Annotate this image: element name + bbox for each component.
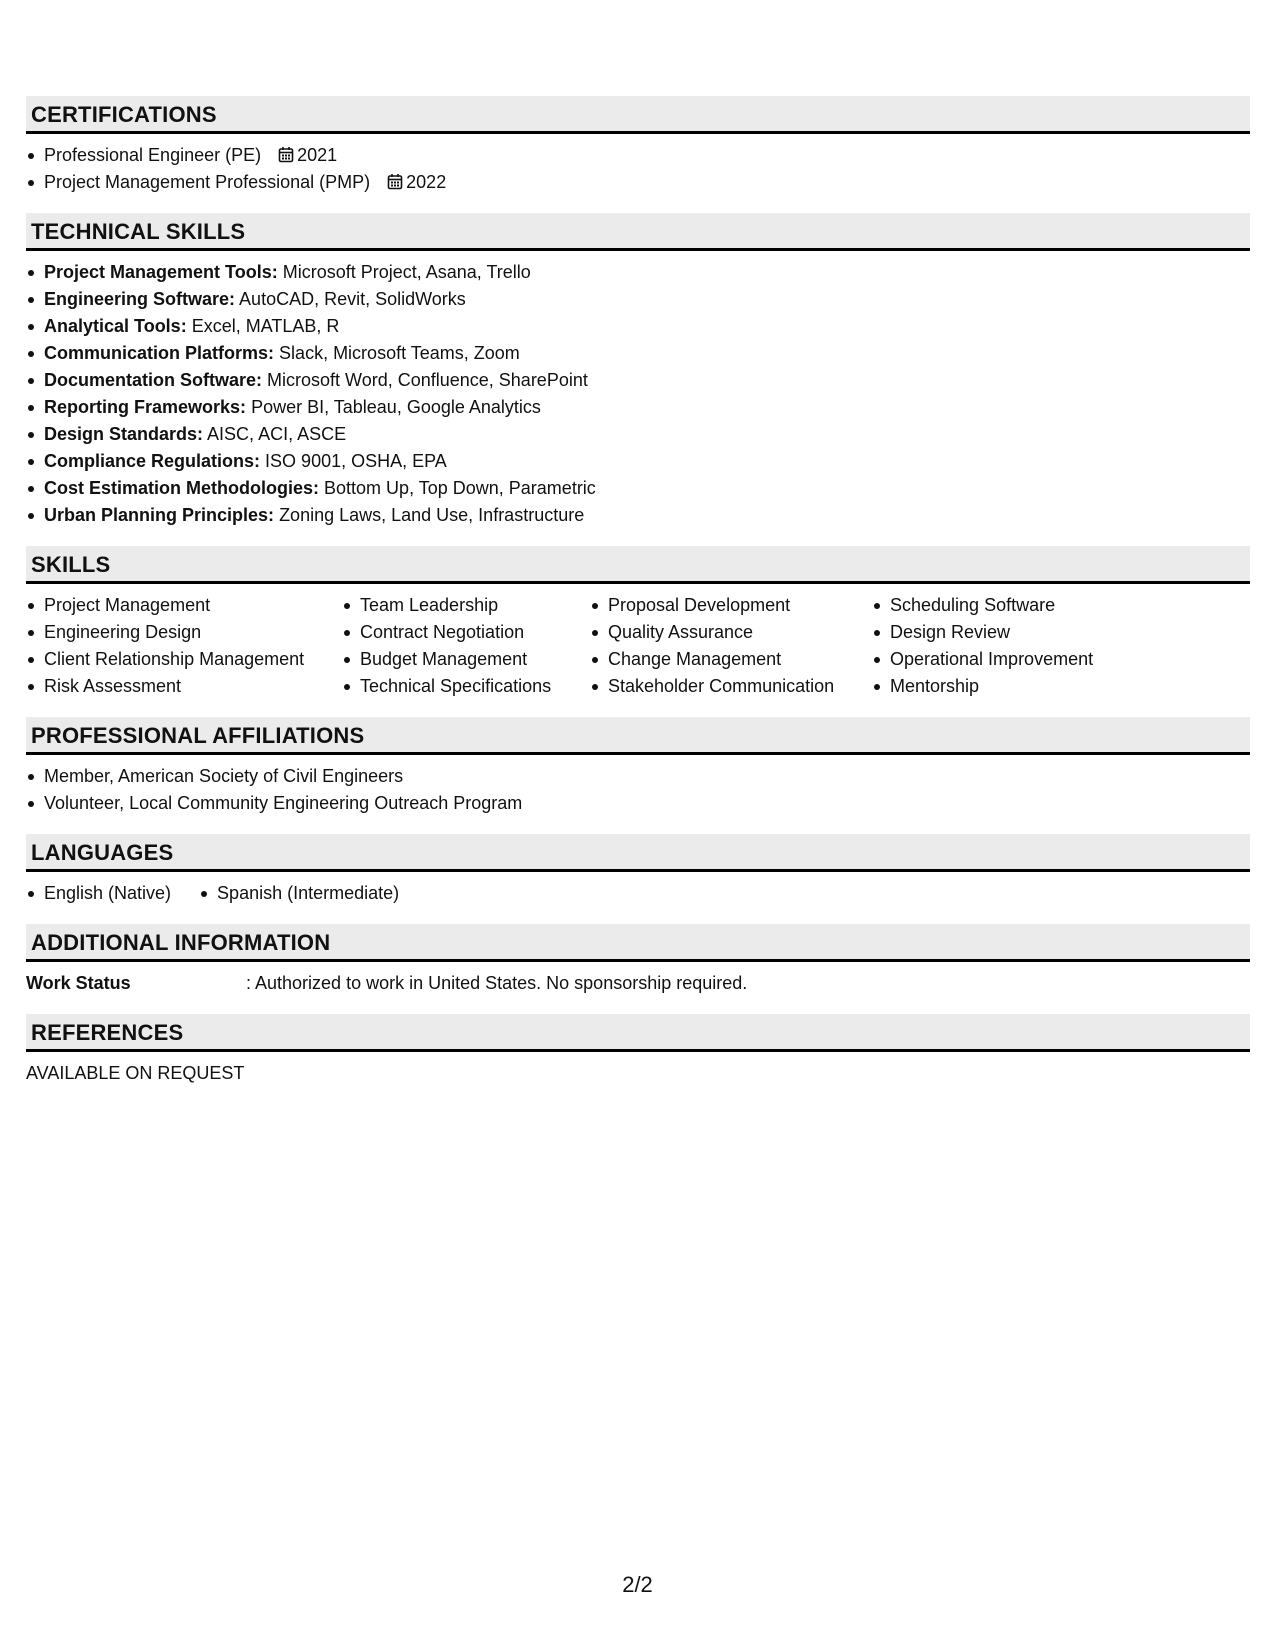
technical-skill-label: Analytical Tools:	[44, 316, 187, 336]
references-heading: REFERENCES	[26, 1014, 1250, 1052]
languages-heading: LANGUAGES	[26, 834, 1250, 872]
skill-item: Change Management	[590, 646, 872, 673]
technical-skill-item	[26, 421, 1250, 448]
skill-item: Client Relationship Management	[26, 646, 342, 673]
technical-skill-item	[26, 394, 1250, 421]
technical-skill-value: Slack, Microsoft Teams, Zoom	[279, 343, 520, 363]
skills-column-4	[872, 592, 1132, 700]
skill-item: Quality Assurance	[590, 619, 872, 646]
references-section	[26, 1014, 1250, 1087]
technical-skill-item	[26, 367, 1250, 394]
certification-name: Project Management Professional (PMP)	[44, 172, 371, 192]
skill-item: Stakeholder Communication	[590, 673, 872, 700]
languages-section	[26, 834, 1250, 907]
technical-skill-value: ISO 9001, OSHA, EPA	[265, 451, 447, 471]
technical-skill-value: AISC, ACI, ASCE	[207, 424, 347, 444]
certification-year: 2022	[406, 172, 447, 192]
technical-skills-list	[26, 259, 1250, 529]
languages-list	[26, 880, 1250, 907]
skill-item: Scheduling Software	[872, 592, 1132, 619]
technical-skill-label: Communication Platforms:	[44, 343, 275, 363]
language-item: English (Native)	[26, 880, 171, 907]
technical-skill-value: Microsoft Word, Confluence, SharePoint	[267, 370, 588, 390]
technical-skill-value: Bottom Up, Top Down, Parametric	[324, 478, 596, 498]
skills-heading: SKILLS	[26, 546, 1250, 584]
technical-skill-label: Documentation Software:	[44, 370, 263, 390]
technical-skill-item	[26, 286, 1250, 313]
technical-skill-value: AutoCAD, Revit, SolidWorks	[239, 289, 466, 309]
work-status-value: : Authorized to work in United States. No sponsorship required.	[246, 973, 748, 993]
technical-skill-item	[26, 448, 1250, 475]
technical-skill-value: Power BI, Tableau, Google Analytics	[251, 397, 541, 417]
skills-column-1	[26, 592, 342, 700]
skills-column-3	[590, 592, 872, 700]
work-status-row	[26, 970, 1250, 997]
affiliations-list	[26, 763, 1250, 817]
references-text: AVAILABLE ON REQUEST	[26, 1063, 245, 1083]
technical-skill-value: Excel, MATLAB, R	[191, 316, 340, 336]
technical-skill-label: Design Standards:	[44, 424, 204, 444]
technical-skill-value: Zoning Laws, Land Use, Infrastructure	[279, 505, 585, 525]
skill-item: Design Review	[872, 619, 1132, 646]
technical-skills-section	[26, 213, 1250, 529]
technical-skill-value: Microsoft Project, Asana, Trello	[282, 262, 531, 282]
resume-page	[26, 96, 1250, 1104]
skill-item: Proposal Development	[590, 592, 872, 619]
calendar-icon	[278, 146, 294, 163]
affiliations-section	[26, 717, 1250, 817]
calendar-icon	[387, 173, 403, 190]
skills-column-2	[342, 592, 590, 700]
skill-item: Engineering Design	[26, 619, 342, 646]
affiliation-item: Volunteer, Local Community Engineering Outreach Program	[26, 790, 1250, 817]
certifications-heading: CERTIFICATIONS	[26, 96, 1250, 134]
skill-item: Technical Specifications	[342, 673, 590, 700]
technical-skill-label: Project Management Tools:	[44, 262, 278, 282]
additional-info-heading: ADDITIONAL INFORMATION	[26, 924, 1250, 962]
skill-item: Budget Management	[342, 646, 590, 673]
certification-year: 2021	[297, 145, 338, 165]
certification-name: Professional Engineer (PE)	[44, 145, 262, 165]
certification-item	[26, 142, 1250, 169]
technical-skill-label: Urban Planning Principles:	[44, 505, 275, 525]
skill-item: Operational Improvement	[872, 646, 1132, 673]
technical-skill-item	[26, 475, 1250, 502]
language-item: Spanish (Intermediate)	[199, 880, 399, 907]
certification-item	[26, 169, 1250, 196]
skill-item: Risk Assessment	[26, 673, 342, 700]
technical-skills-heading: TECHNICAL SKILLS	[26, 213, 1250, 251]
skill-item: Team Leadership	[342, 592, 590, 619]
skills-section	[26, 546, 1250, 700]
additional-info-section	[26, 924, 1250, 997]
skill-item: Project Management	[26, 592, 342, 619]
technical-skill-label: Cost Estimation Methodologies:	[44, 478, 320, 498]
certifications-section	[26, 96, 1250, 196]
certifications-list	[26, 142, 1250, 196]
page-number: 2/2	[622, 1572, 653, 1597]
work-status-label: Work Status	[26, 973, 131, 993]
technical-skill-label: Reporting Frameworks:	[44, 397, 247, 417]
technical-skill-item	[26, 259, 1250, 286]
technical-skill-item	[26, 502, 1250, 529]
skill-item: Contract Negotiation	[342, 619, 590, 646]
technical-skill-label: Engineering Software:	[44, 289, 236, 309]
skills-grid	[26, 584, 1250, 700]
affiliations-heading: PROFESSIONAL AFFILIATIONS	[26, 717, 1250, 755]
technical-skill-item	[26, 313, 1250, 340]
technical-skill-label: Compliance Regulations:	[44, 451, 261, 471]
affiliation-item: Member, American Society of Civil Engineers	[26, 763, 1250, 790]
skill-item: Mentorship	[872, 673, 1132, 700]
technical-skill-item	[26, 340, 1250, 367]
